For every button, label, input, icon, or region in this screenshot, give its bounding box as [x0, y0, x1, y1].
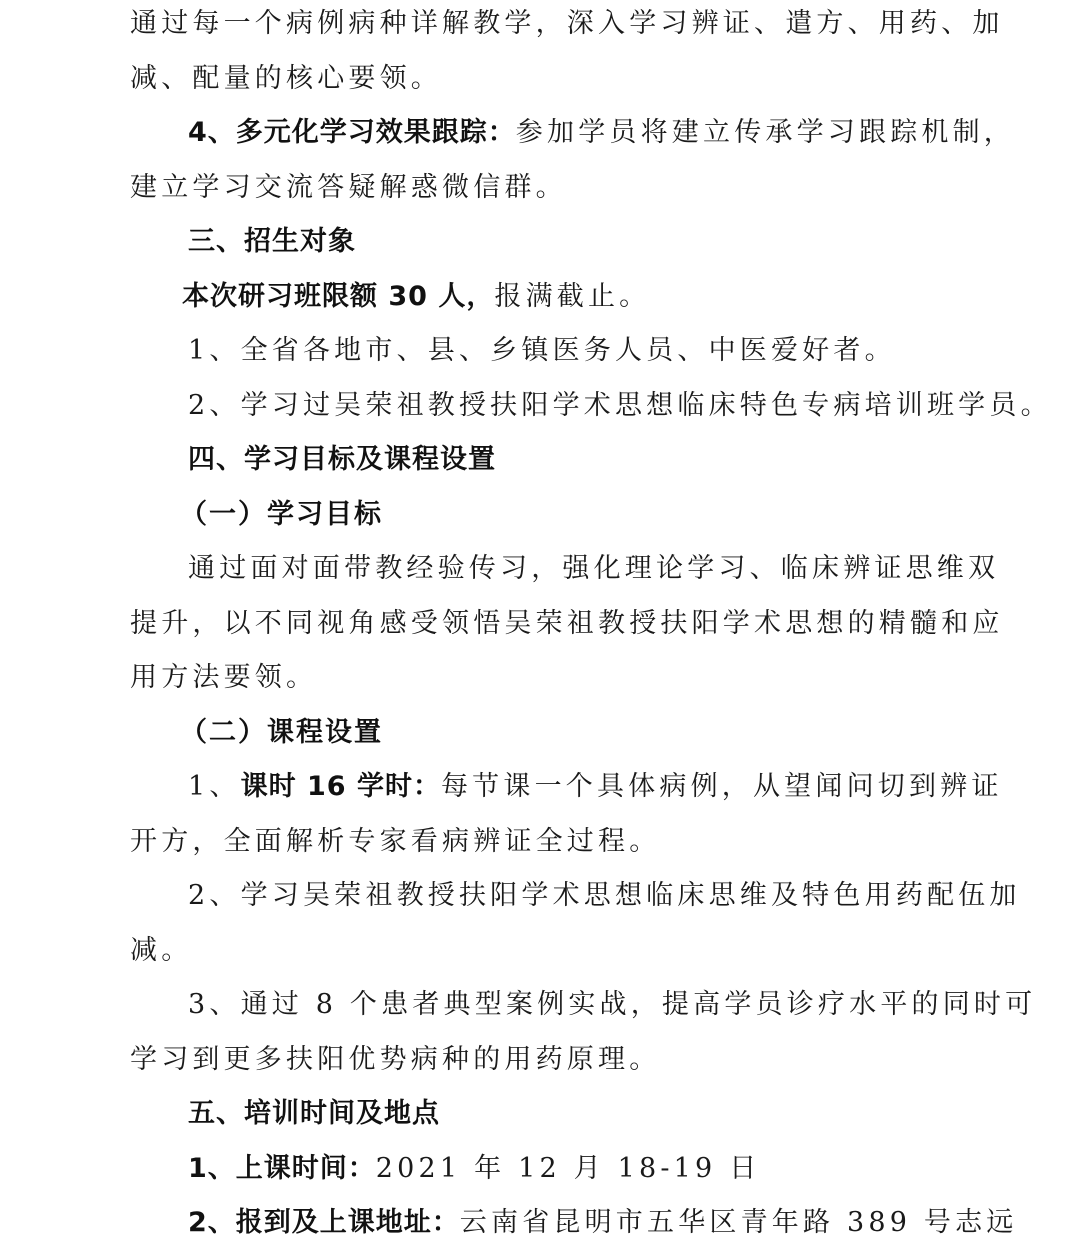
body-text: 云南省昆明市五华区青年路 389 号志远 — [459, 1207, 1018, 1238]
body-text: 用方法要领。 — [130, 662, 318, 693]
body-text: 2、学习吴荣祖教授扶阳学术思想临床思维及特色用药配伍加 — [188, 880, 1021, 911]
paragraph-line — [188, 549, 999, 589]
paragraph-line — [130, 168, 567, 208]
class-time — [188, 1149, 760, 1189]
paragraph-line — [130, 59, 442, 99]
body-text: 2021 年 12 月 18-19 日 — [375, 1153, 761, 1184]
subsection-heading-curriculum — [180, 713, 383, 753]
heading-text: （二）课程设置 — [180, 717, 383, 748]
body-text: 学习到更多扶阳优势病种的用药原理。 — [130, 1044, 661, 1075]
paragraph-line — [130, 4, 1004, 44]
paragraph-line — [130, 931, 192, 971]
section-heading-time-location — [188, 1094, 440, 1134]
list-item — [188, 331, 896, 371]
item-number: 1、 — [188, 771, 241, 802]
item-tracking — [188, 113, 1015, 153]
paragraph-line — [130, 1040, 660, 1080]
body-text: 报满截止。 — [494, 281, 651, 312]
item-label: 4、多元化学习效果跟踪： — [188, 117, 516, 148]
enrollment-limit — [182, 277, 650, 317]
item-label: 课时 16 学时： — [240, 771, 441, 802]
paragraph-line — [130, 604, 1004, 644]
section-heading-enrollment — [188, 222, 356, 262]
body-text: 提升，以不同视角感受领悟吴荣祖教授扶阳学术思想的精髓和应 — [130, 608, 1004, 639]
heading-text: 五、培训时间及地点 — [188, 1098, 440, 1129]
limit-label: 本次研习班限额 30 人， — [182, 281, 495, 312]
subsection-heading-goals — [180, 495, 383, 535]
list-item — [188, 386, 1052, 426]
body-text: 通过面对面带教经验传习，强化理论学习、临床辨证思维双 — [188, 553, 1000, 584]
class-address — [188, 1203, 1018, 1243]
body-text: 2、学习过吴荣祖教授扶阳学术思想临床特色专病培训班学员。 — [188, 390, 1052, 421]
paragraph-line — [130, 822, 660, 862]
heading-text: 四、学习目标及课程设置 — [188, 444, 496, 475]
body-text: 3、通过 8 个患者典型案例实战，提高学员诊疗水平的同时可 — [188, 989, 1037, 1020]
section-heading-goals-curriculum — [188, 440, 496, 480]
curriculum-item — [188, 876, 1021, 916]
body-text: 参加学员将建立传承学习跟踪机制， — [515, 117, 1015, 148]
curriculum-item — [188, 767, 1003, 807]
heading-text: 三、招生对象 — [188, 226, 356, 257]
item-label: 1、上课时间： — [188, 1153, 376, 1184]
body-text: 1、全省各地市、县、乡镇医务人员、中医爱好者。 — [188, 335, 896, 366]
body-text: 开方，全面解析专家看病辨证全过程。 — [130, 826, 661, 857]
paragraph-line — [130, 658, 317, 698]
body-text: 减。 — [130, 935, 193, 966]
body-text: 建立学习交流答疑解惑微信群。 — [130, 172, 567, 203]
body-text: 通过每一个病例病种详解教学，深入学习辨证、遣方、用药、加 — [130, 8, 1004, 39]
body-text: 每节课一个具体病例，从望闻问切到辨证 — [440, 771, 1003, 802]
heading-text: （一）学习目标 — [180, 499, 383, 530]
curriculum-item — [188, 985, 1036, 1025]
item-label: 2、报到及上课地址： — [188, 1207, 460, 1238]
body-text: 减、配量的核心要领。 — [130, 63, 442, 94]
